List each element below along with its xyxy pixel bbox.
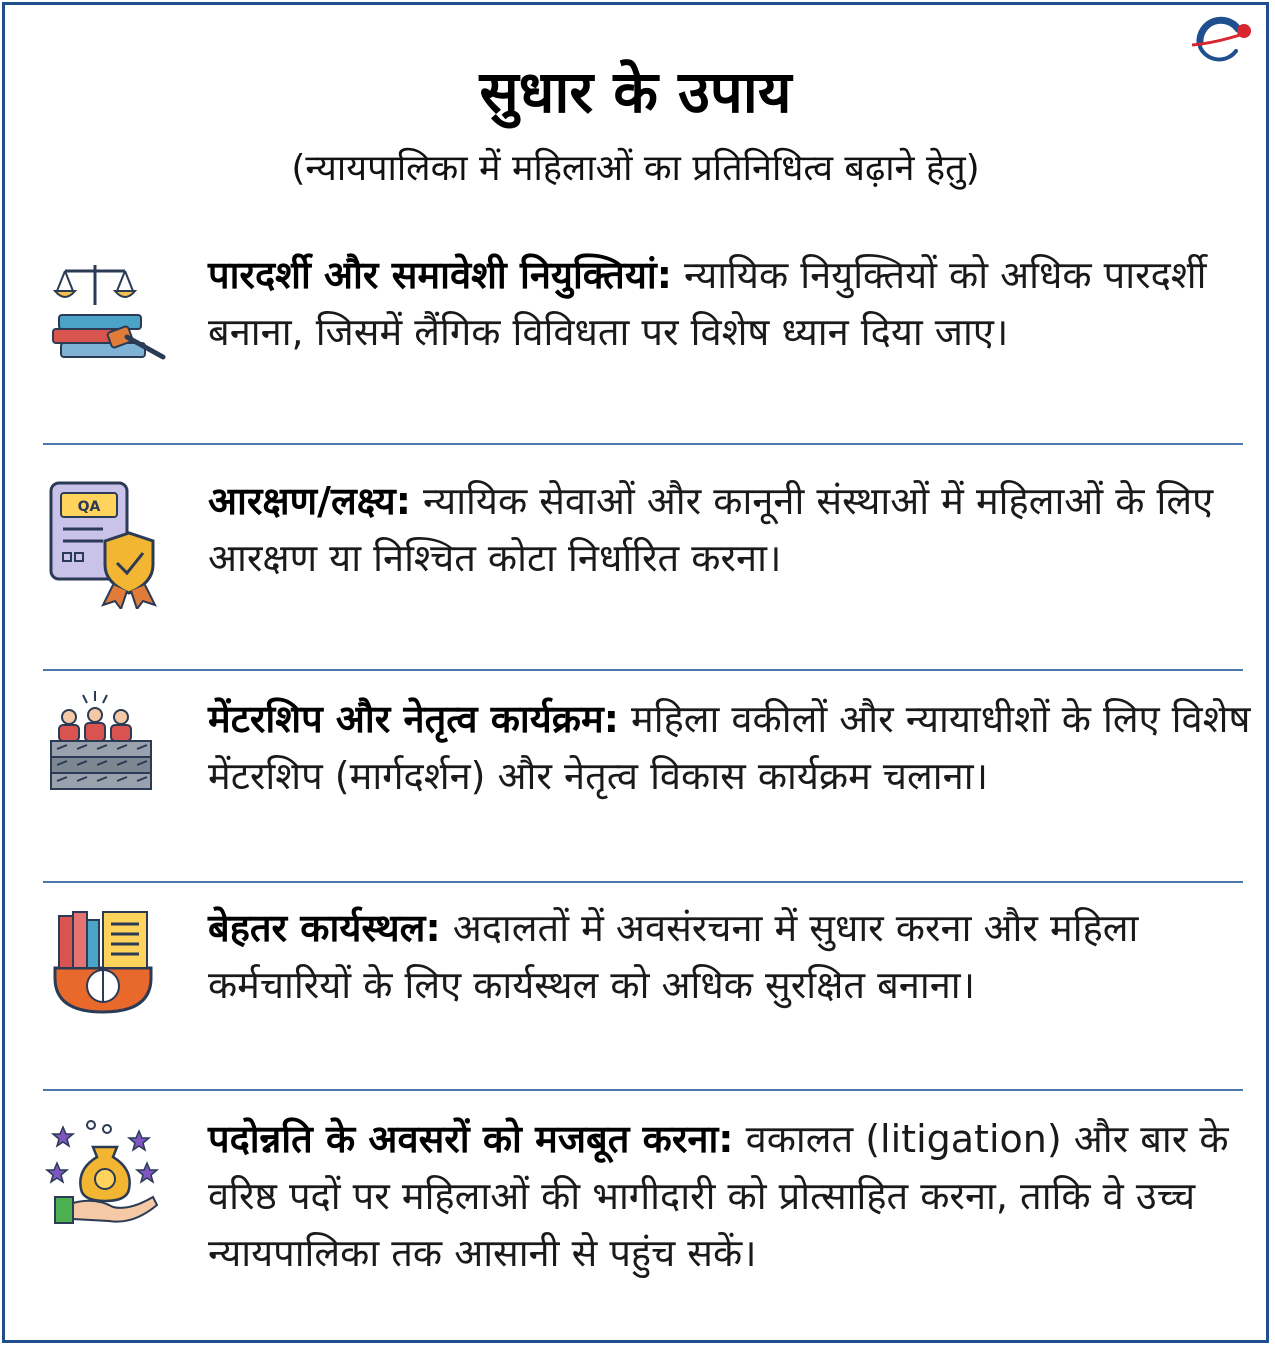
divider bbox=[43, 443, 1243, 445]
page-title: सुधार के उपाय bbox=[479, 58, 792, 126]
divider bbox=[43, 1089, 1243, 1091]
workplace-gear-icon bbox=[43, 908, 173, 1038]
item-heading: पदोन्नति के अवसरों को मजबूत करना: bbox=[208, 1117, 734, 1161]
item-text bbox=[208, 473, 1258, 587]
item-heading: बेहतर कार्यस्थल: bbox=[208, 906, 441, 950]
item-heading: मेंटरशिप और नेतृत्व कार्यक्रम: bbox=[208, 697, 619, 741]
qa-checklist-badge-icon bbox=[43, 479, 173, 609]
money-bag-hand-stars-icon bbox=[43, 1117, 173, 1247]
divider bbox=[43, 669, 1243, 671]
item-text bbox=[208, 691, 1258, 805]
item-text bbox=[208, 247, 1258, 361]
infographic-frame bbox=[2, 2, 1269, 1343]
item-text bbox=[208, 1111, 1258, 1282]
item-body: न्यायिक नियुक्तियों को अधिक पारदर्शी बनाना, जिसमें लैंगिक विविधता पर विशेष ध्यान दिया जाए। bbox=[208, 253, 1207, 354]
item-body: वकालत (litigation) और बार के वरिष्ठ पदों पर महिलाओं की भागीदारी को प्रोत्साहित करना, ताकि वे उच्च न्यायपालिका तक आसानी से पहुंच सकें। bbox=[208, 1117, 1229, 1275]
item-heading: आरक्षण/लक्ष्य: bbox=[208, 479, 411, 523]
item-heading: पारदर्शी और समावेशी नियुक्तियां: bbox=[208, 253, 672, 297]
team-people-icon bbox=[43, 691, 173, 821]
item-text bbox=[208, 900, 1258, 1014]
item-body: अदालतों में अवसंरचना में सुधार करना और महिला कर्मचारियों के लिए कार्यस्थल को अधिक सुरक्षित बनाना। bbox=[208, 906, 1139, 1007]
divider bbox=[43, 881, 1243, 883]
scales-of-justice-gavel-icon bbox=[43, 257, 173, 387]
svg-text:QA: QA bbox=[77, 499, 101, 515]
item-body: महिला वकीलों और न्यायाधीशों के लिए विशेष मेंटरशिप (मार्गदर्शन) और नेतृत्व विकास कार्यक्रम चलाना। bbox=[208, 697, 1251, 798]
item-body: न्यायिक सेवाओं और कानूनी संस्थाओं में महिलाओं के लिए आरक्षण या निश्चित कोटा निर्धारित करना। bbox=[208, 479, 1214, 580]
page-subtitle: (न्यायपालिका में महिलाओं का प्रतिनिधित्व बढ़ाने हेतु) bbox=[291, 148, 980, 189]
